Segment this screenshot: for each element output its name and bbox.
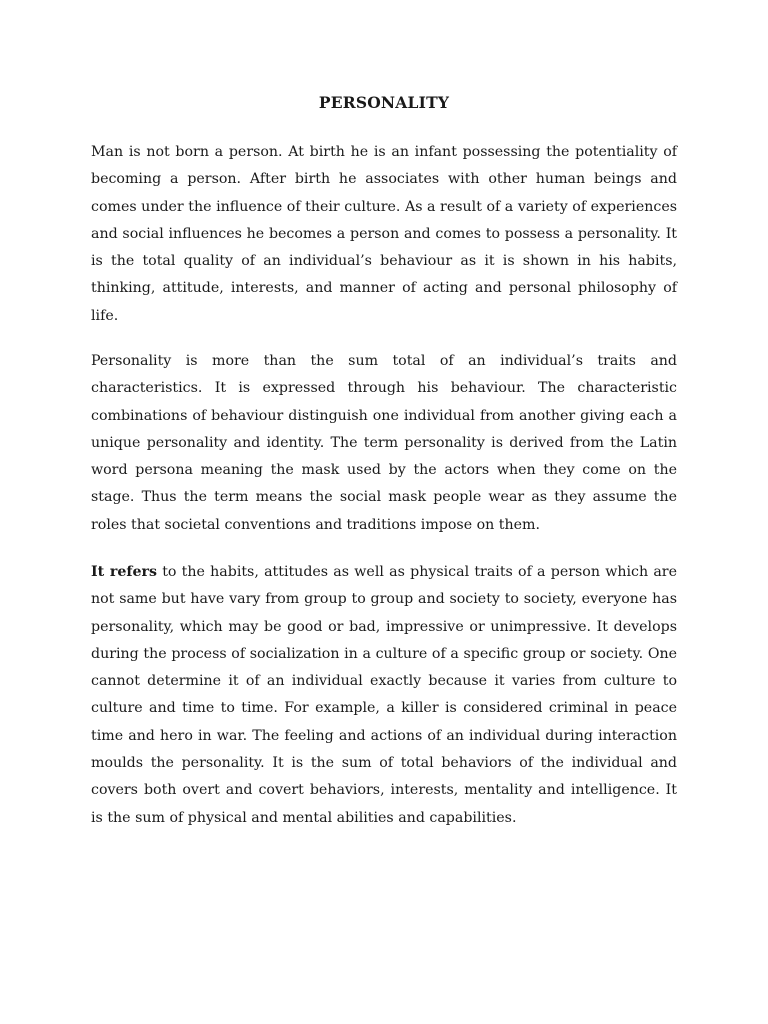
paragraph-3-text: to the habits, attitudes as well as physical traits of a person which are not same but have vary from group to group and society to society, everyone has personality, which may be good or bad, impressive or unimpressive. It develops during the process of socialization in a culture of a specific group or society. One cannot determine it of an individual exactly because it varies from culture to culture and time to time. For example, a killer is considered criminal in peace time and hero in war. The feeling and actions of an individual during interaction moulds the personality. It is the sum of total behaviors of the individual and covers both overt and covert behaviors, interests, mentality and intelligence. It is the sum of physical and mental abilities and capabilities. [91, 564, 677, 826]
paragraph-2-text: Personality is more than the sum total of an individual’s traits and characteristics. It is expressed through his behaviour. The characteristic combinations of behaviour distinguish one individual from another giving each a unique personality and identity. The term personality is derived from the Latin word persona meaning the mask used by the actors when they come on the stage. Thus the term means the social mask people wear as they assume the roles that societal conventions and traditions impose on them. [91, 353, 677, 533]
paragraph-3-lead: It refers [91, 564, 157, 580]
paragraph-3 [91, 559, 677, 832]
paragraph-1-text: Man is not born a person. At birth he is an infant possessing the potentiality of becoming a person. After birth he associates with other human beings and comes under the influence of their culture. As a result of a variety of experiences and social influences he becomes a person and comes to possess a personality. It is the total quality of an individual’s behaviour as it is shown in his habits, thinking, attitude, interests, and manner of acting and personal philosophy of life. [91, 144, 677, 324]
paragraph-1 [91, 139, 677, 330]
page-title: PERSONALITY [318, 93, 450, 112]
paragraph-2 [91, 348, 677, 539]
